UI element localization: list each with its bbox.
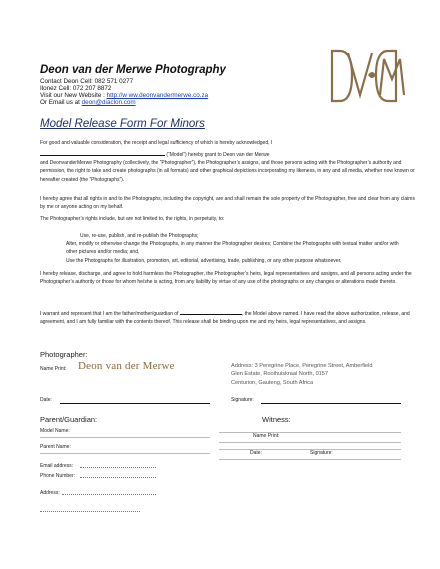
photographer-signature-label: Signature:: [231, 397, 254, 403]
website-label: Visit our New Website :: [40, 92, 105, 99]
photographer-date-label: Date:: [40, 397, 52, 403]
guardian-heading: Parent/Guardian:: [40, 415, 98, 424]
website-link[interactable]: http://w ww.deonvandermerwe.co.za: [106, 92, 209, 99]
guardian-model-name-label: Model Name:: [40, 428, 70, 434]
contact-deon: Contact Deon Cell: 082 571 0277: [40, 78, 134, 85]
release-paragraph: I hereby release, discharge, and agree to hold harmless the Photographer, the Photographer’s heirs, legal representatives and assigns, and all persons acting under the Photographer’s authority or those for whom he/she is acting, from any liability by virtue of any use of the photographs or any changes or alterations made thereto.: [40, 271, 412, 286]
rights-list: [66, 232, 411, 265]
guardian-email-line[interactable]: [80, 467, 156, 468]
witness-name-label: Name Print:: [253, 433, 280, 439]
guardian-parent-name-label: Parent Name:: [40, 444, 71, 450]
rights-item-illustration: Use the Photographs for illustration, promotion, art, editorial, advertising, trade, publishing, or any other purpose whatsoever.: [66, 257, 342, 264]
witness-top-line: [219, 432, 401, 433]
minor-name-blank[interactable]: [180, 314, 242, 315]
email-line: [40, 99, 136, 106]
rights-item-use: Use, re-use, publish, and re-publish the Photographs;: [80, 233, 199, 239]
witness-heading: Witness:: [262, 415, 291, 424]
contact-ilonez: Ilonez Cell: 072 207 8872: [40, 85, 112, 92]
email-label: Or Email us at: [40, 99, 80, 106]
address-line-1: 3 Peregrine Place, Peregrine Street, Amberfield: [254, 363, 373, 369]
guardian-address-label: Address:: [40, 490, 60, 496]
warrant-paragraph: [40, 310, 415, 326]
guardian-phone-line[interactable]: [80, 477, 156, 478]
form-title: Model Release Form For Minors: [40, 118, 205, 130]
rights-include-paragraph: The Photographer’s rights include, but are not limited to, the rights, in perpetuity, to:: [40, 216, 225, 222]
address-line-2: Glen Estate, Rooihuiskraal North, 0157: [231, 371, 329, 378]
warrant-text-b: , the Model above named. I have read the above authorization, release, and agreement, and I am fully familiar with the contents thereof. This release shall be binding upon me and my heirs, legal representatives, and assigns.: [40, 311, 410, 326]
company-name: Deon van der Merwe Photography: [40, 64, 226, 76]
rights-paragraph: I hereby agree that all rights in and to the Photographs, including the copyright, are and shall remain the sole property of the Photographer, free and clear from any claims by me or anyone acting on my behalf.: [40, 196, 415, 211]
address-label: Address:: [231, 363, 254, 369]
witness-date-label: Date:: [250, 450, 262, 456]
model-name-blank[interactable]: [40, 155, 165, 156]
guardian-phone-label: Phone Number:: [40, 473, 76, 479]
photographer-signature-line[interactable]: [261, 403, 401, 404]
photographer-address: [231, 362, 372, 387]
witness-signature-label: Signature:: [310, 450, 333, 456]
grant-text-b: and DeonvanderMerwe Photography (collectively, the “Photographer”), the Photographer’s assigns, and those persons acting with the Photographer’s authority and permission, the right to take and create photographs (in all formats) and other graphical depictions incorporating my likeness, in any and all media, whether now known or hereafter created (the “Photographs”).: [40, 160, 415, 183]
guardian-model-name-line[interactable]: [40, 437, 210, 438]
photographer-heading: Photographer:: [40, 350, 88, 359]
guardian-address-line-2[interactable]: [40, 511, 140, 512]
photographer-name-label: Name Print:: [40, 366, 67, 372]
warrant-text-a: I warrant and represent that I am the father/mother/guardian of: [40, 311, 179, 317]
address-line-3: Centurion, Gauteng, South Africa: [231, 379, 314, 386]
guardian-parent-name-line[interactable]: [40, 453, 210, 454]
witness-name-line[interactable]: [219, 442, 401, 443]
dvdm-logo: [330, 45, 408, 107]
guardian-address-line-1[interactable]: [62, 494, 156, 495]
photographer-date-line[interactable]: [60, 403, 210, 404]
grant-text-a: (“Model”) hereby grant to Deon van der Merwe: [166, 152, 270, 158]
email-link[interactable]: deon@diaclon.com: [81, 99, 136, 106]
witness-date-signature-line[interactable]: [219, 459, 401, 460]
guardian-email-label: Email address:: [40, 463, 74, 469]
website-line: [40, 92, 208, 99]
rights-item-alter: Alter, modify or otherwise change the Photographs, in any manner the Photographer desires; Combine the Photographs with textual matter and/or with other pictures and/or media; and,: [66, 241, 399, 256]
consideration-paragraph: For good and valuable consideration, the receipt and legal sufficiency of which is hereby acknowledged, I: [40, 140, 273, 146]
photographer-name-value: Deon van der Merwe: [78, 360, 175, 372]
grant-paragraph: [40, 151, 415, 184]
